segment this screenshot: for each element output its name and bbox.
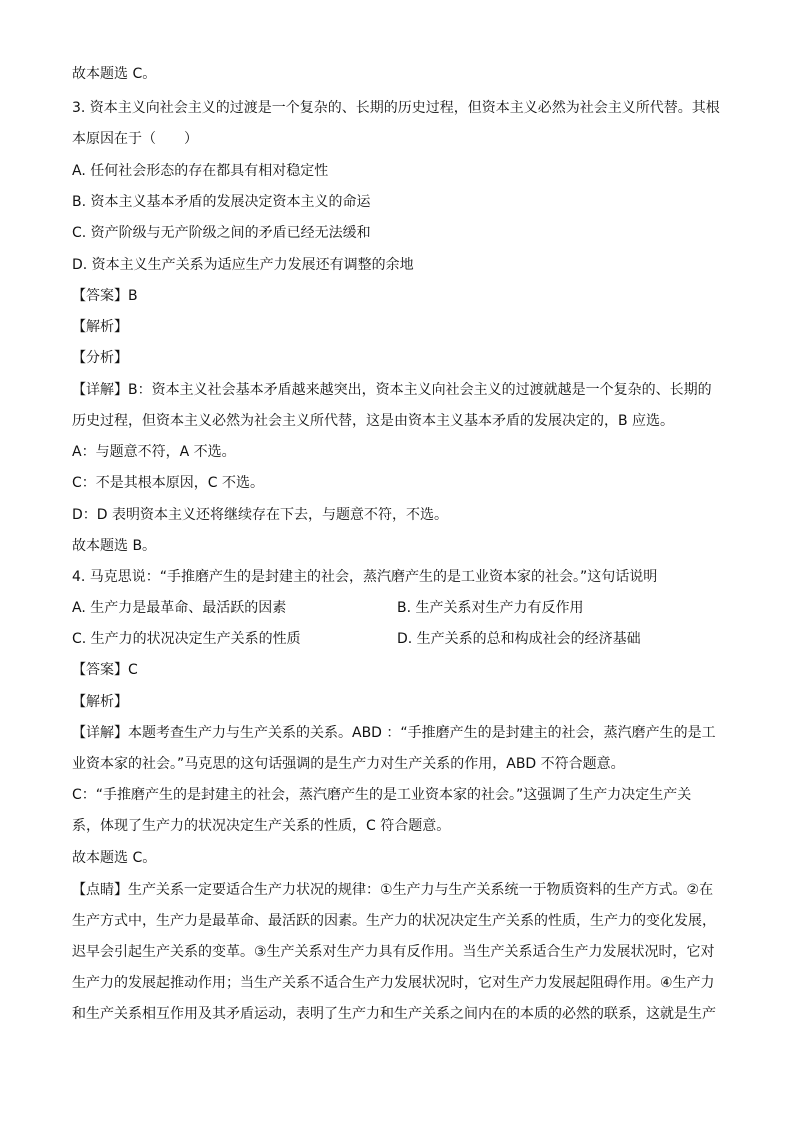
- key-point-line-4: 生产力的发展起推动作用；当生产关系不适合生产力发展状况时，它对生产力发展起阻碍作用。④生产力: [72, 975, 715, 991]
- key-point: 【点睛】生产关系一定要适合生产力状况的规律：①生产力与生产关系统一于物质资料的生产方式。②在: [72, 882, 714, 898]
- question-3-option-d: D. 资本主义生产关系为适应生产力发展还有调整的余地: [72, 257, 414, 273]
- question-3-explanation-cont: 历史过程，但资本主义必然为社会主义所代替，这是由资本主义基本矛盾的发展决定的，B 应选。: [72, 413, 675, 429]
- question-3-explain-c: C：不是其根本原因，C 不选。: [72, 475, 265, 491]
- conclusion-q3: 故本题选 B。: [72, 538, 157, 554]
- question-3-option-a: A. 任何社会形态的存在都具有相对稳定性: [72, 163, 329, 179]
- question-4-stem: 4. 马克思说：“手推磨产生的是封建主的社会，蒸汽磨产生的是工业资本家的社会。”这句话说明: [72, 569, 658, 585]
- question-4-analysis-heading: 【解析】: [72, 694, 128, 710]
- question-4-explanation: 【详解】本题考查生产力与生产关系的关系。ABD ：“手推磨产生的是封建主的社会，蒸汽磨产生的是工: [72, 725, 716, 741]
- question-3-option-c: C. 资产阶级与无产阶级之间的矛盾已经无法缓和: [72, 225, 371, 241]
- question-3-answer: 【答案】B: [72, 288, 138, 304]
- question-3-stem: 3. 资本主义向社会主义的过渡是一个复杂的、长期的历史过程，但资本主义必然为社会主义所代替。其根: [72, 100, 720, 116]
- question-3-option-b: B. 资本主义基本矛盾的发展决定资本主义的命运: [72, 194, 371, 210]
- question-3-fenxi-heading: 【分析】: [72, 350, 128, 366]
- key-point-line-2: 生产方式中，生产力是最革命、最活跃的因素。生产力的状况决定生产关系的性质，生产力的变化发展，: [72, 913, 716, 929]
- question-4-option-b: B. 生产关系对生产力有反作用: [397, 600, 584, 616]
- question-3-explain-a: A：与题意不符，A 不选。: [72, 444, 236, 460]
- question-3-explain-d: D：D 表明资本主义还将继续存在下去，与题意不符，不选。: [72, 507, 449, 523]
- question-4-explain-c-cont: 系，体现了生产力的状况决定生产关系的性质，C 符合题意。: [72, 818, 451, 834]
- question-4-answer: 【答案】C: [72, 662, 138, 678]
- question-3-stem-cont: 本原因在于（ ）: [72, 131, 198, 147]
- question-4-option-d: D. 生产关系的总和构成社会的经济基础: [397, 631, 641, 647]
- conclusion-q2: 故本题选 C。: [72, 66, 157, 82]
- key-point-line-3: 迟早会引起生产关系的变革。③生产关系对生产力具有反作用。当生产关系适合生产力发展状况时，它对: [72, 944, 715, 960]
- conclusion-q4: 故本题选 C。: [72, 850, 157, 866]
- question-4-explanation-cont: 业资本家的社会。”马克思的这句话强调的是生产力对生产关系的作用，ABD 不符合题意。: [72, 756, 625, 772]
- question-3-explanation: 【详解】B：资本主义社会基本矛盾越来越突出，资本主义向社会主义的过渡就越是一个复杂的、长期的: [72, 382, 712, 398]
- question-4-option-a: A. 生产力是最革命、最活跃的因素: [72, 600, 287, 616]
- question-3-analysis-heading: 【解析】: [72, 319, 128, 335]
- question-4-option-c: C. 生产力的状况决定生产关系的性质: [72, 631, 301, 647]
- key-point-line-5: 和生产关系相互作用及其矛盾运动，表明了生产力和生产关系之间内在的本质的必然的联系，这就是生产: [72, 1006, 716, 1022]
- question-4-explain-c: C：“手推磨产生的是封建主的社会，蒸汽磨产生的是工业资本家的社会。”这强调了生产力决定生产关: [72, 787, 692, 803]
